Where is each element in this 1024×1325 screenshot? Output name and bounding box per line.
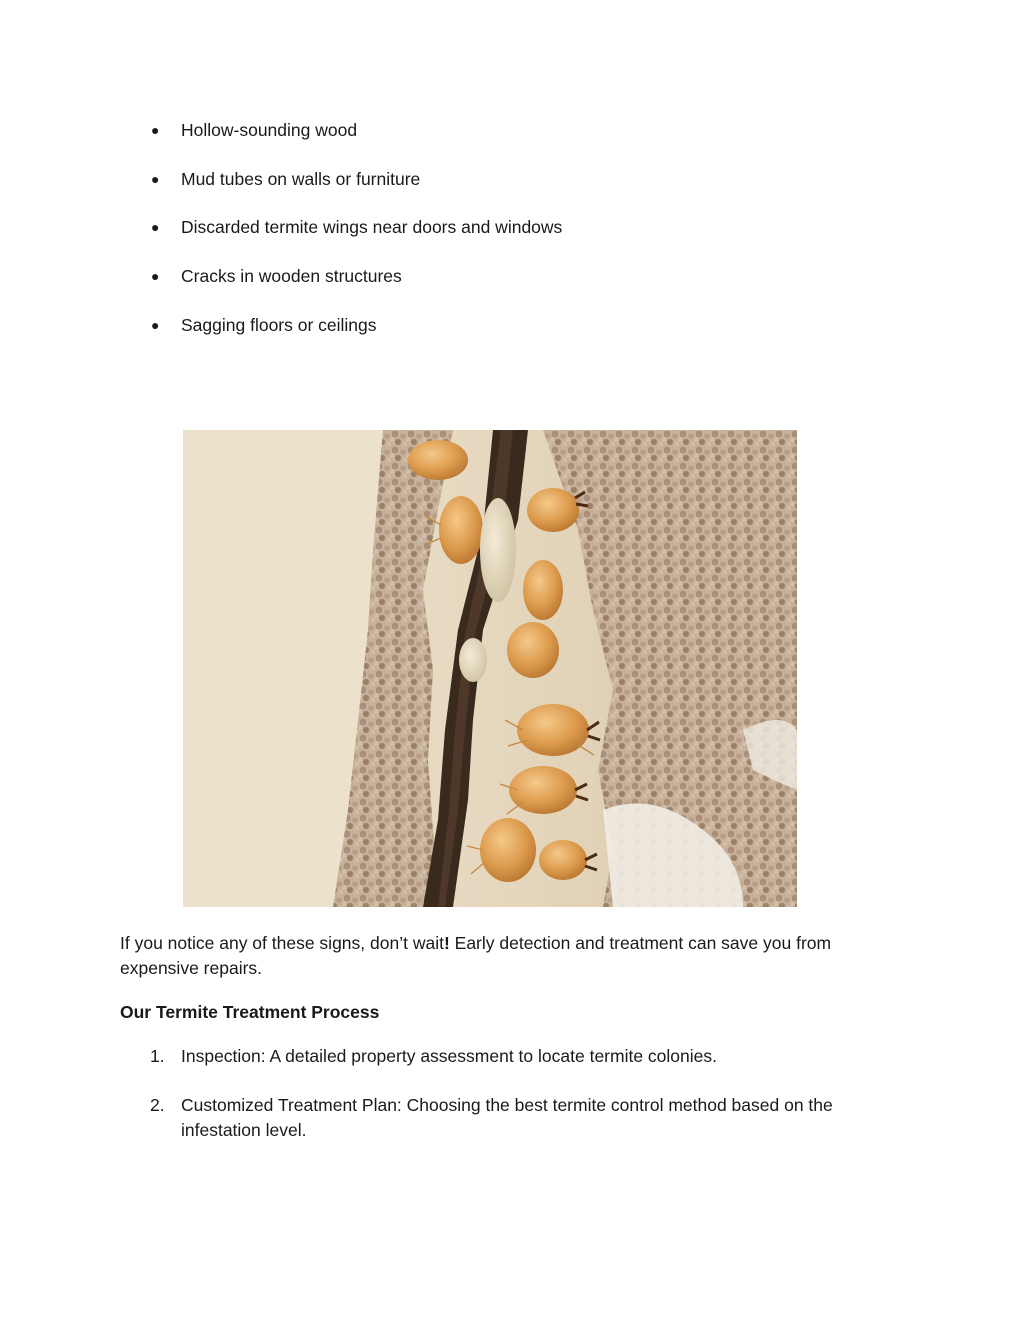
list-item — [148, 264, 562, 289]
list-item — [148, 167, 562, 192]
bullet-icon: ● — [151, 268, 160, 285]
bullet-icon: ● — [151, 170, 160, 187]
paragraph-emphasis: ! — [443, 933, 450, 953]
paragraph-text: If you notice any of these signs, don’t wait — [120, 933, 444, 953]
warning-paragraph — [120, 931, 900, 981]
list-item-text: Mud tubes on walls or furniture — [181, 168, 421, 189]
list-item-text: Cracks in wooden structures — [181, 266, 402, 287]
bullet-icon: ● — [151, 316, 160, 333]
list-item — [148, 1093, 888, 1143]
step-number: 2. — [150, 1095, 165, 1115]
bullet-icon: ● — [151, 122, 160, 138]
bullet-icon: ● — [151, 219, 160, 236]
list-item-text: Discarded termite wings near doors and windows — [181, 217, 563, 238]
list-item — [148, 118, 562, 143]
step-text: Inspection: A detailed property assessment to locate termite colonies. — [181, 1046, 717, 1066]
list-item — [148, 1044, 888, 1069]
section-heading: Our Termite Treatment Process — [120, 1002, 380, 1022]
paragraph-text-continued: Early detection and treatment can save you from expensive repairs. — [120, 933, 832, 978]
treatment-steps-list — [148, 1044, 888, 1167]
list-item — [148, 313, 562, 338]
list-item — [148, 215, 562, 240]
step-number: 1. — [150, 1046, 165, 1066]
list-item-text: Sagging floors or ceilings — [181, 314, 377, 335]
step-text: Customized Treatment Plan: Choosing the best termite control method based on the infestation level. — [181, 1095, 833, 1140]
termite-signs-list — [148, 118, 562, 361]
termite-photo — [183, 430, 797, 907]
list-item-text: Hollow-sounding wood — [181, 120, 358, 140]
